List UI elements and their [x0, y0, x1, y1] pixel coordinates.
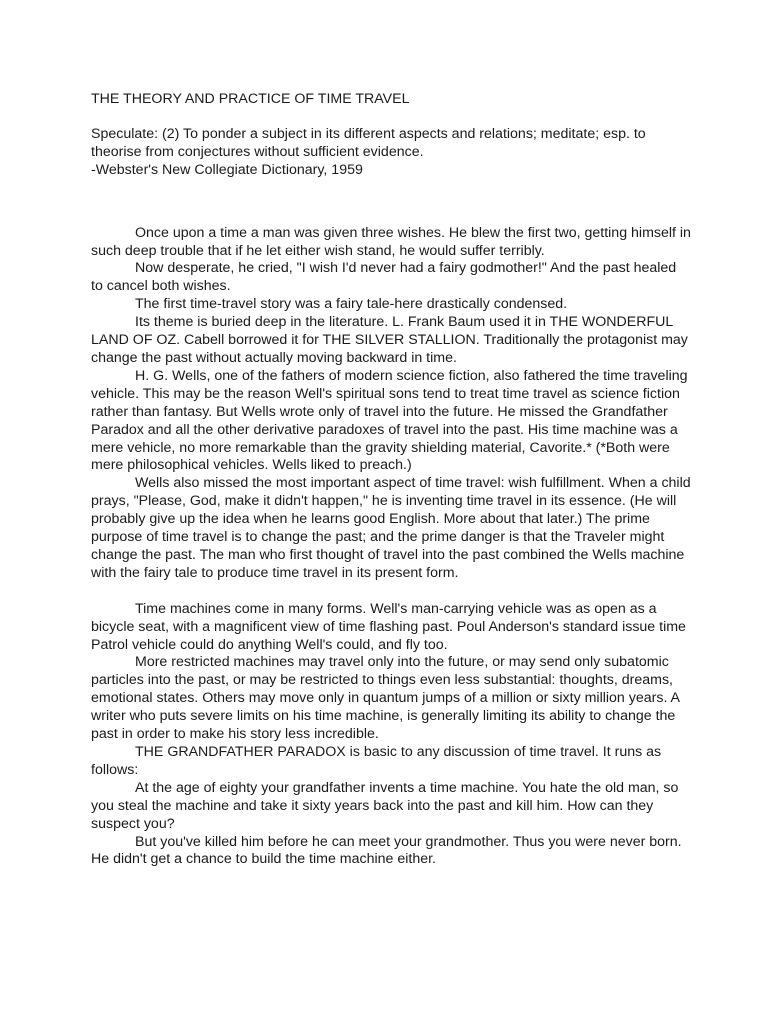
paragraph: THE GRANDFATHER PARADOX is basic to any discussion of time travel. It runs as follows:	[91, 744, 662, 778]
document-page	[91, 91, 691, 869]
section-2	[91, 601, 691, 870]
section-1	[91, 225, 691, 583]
paragraph: Now desperate, he cried, "I wish I'd never had a fairy godmother!" And the past healed to cancel both wishes.	[91, 260, 677, 295]
paragraph: But you've killed him before he can meet your grandmother. Thus you were never born. He didn't get a chance to build the time machine either.	[91, 833, 682, 868]
epigraph-attribution: -Webster's New Collegiate Dictionary, 1959	[91, 161, 363, 178]
paragraph: Its theme is buried deep in the literature. L. Frank Baum used it in THE WONDERFUL LAND OF OZ. Cabell borrowed it for THE SILVER STALLION. Traditionally the protagonist may change the past without actually moving backward in time.	[91, 314, 688, 366]
paragraph: Wells also missed the most important aspect of time travel: wish fulfillment. When a child prays, "Please, God, make it didn't happen," he is inventing time travel in its essence. (He will probably give up the idea when he learns good English. More about that later.) The prime purpose of time travel is to change the past; and the prime danger is that the Traveler might change the past. The man who first thought of travel into the past combined the Wells machine with the fairy tale to produce time travel in its present form.	[91, 475, 691, 581]
paragraph: At the age of eighty your grandfather invents a time machine. You hate the old man, so you steal the machine and take it sixty years back into the past and kill him. How can they suspect you?	[91, 779, 679, 832]
paragraph: H. G. Wells, one of the fathers of modern science fiction, also fathered the time traveling vehicle. This may be the reason Well's spiritual sons tend to treat time travel as science fiction rather than fantasy. But Wells wrote only of travel into the future. He missed the Grandfather Paradox and all the other derivative paradoxes of travel into the past. His time machine was a mere vehicle, no more remarkable than the gravity shielding material, Cavorite.* (*Both were mere philosophical vehicles. Wells liked to preach.)	[91, 367, 688, 474]
epigraph	[91, 126, 691, 180]
paragraph: Time machines come in many forms. Well's man-carrying vehicle was as open as a bicycle seat, with a magnificent view of time flashing past. Poul Anderson's standard issue time Patrol vehicle could do anything Well's could, and fly too.	[91, 600, 686, 653]
paragraph: The first time-travel story was a fairy tale-here drastically condensed.	[135, 296, 568, 313]
paragraph: Once upon a time a man was given three wishes. He blew the first two, getting himself in such deep trouble that if he let either wish stand, he would suffer terribly.	[91, 224, 691, 259]
section-break	[91, 583, 691, 601]
epigraph-text: Speculate: (2) To ponder a subject in its different aspects and relations; meditate; esp. to theorise from conjectures without sufficient evidence.	[91, 125, 650, 160]
paragraph: More restricted machines may travel only into the future, or may send only subatomic particles into the past, or may be restricted to things even less substantial: thoughts, dreams, emotional states. Others may move only in quantum jumps of a million or sixty million years. A writer who puts severe limits on his time machine, is generally limiting its ability to change the past in order to make his story less incredible.	[91, 654, 680, 743]
document-title: THE THEORY AND PRACTICE OF TIME TRAVEL	[91, 91, 410, 107]
